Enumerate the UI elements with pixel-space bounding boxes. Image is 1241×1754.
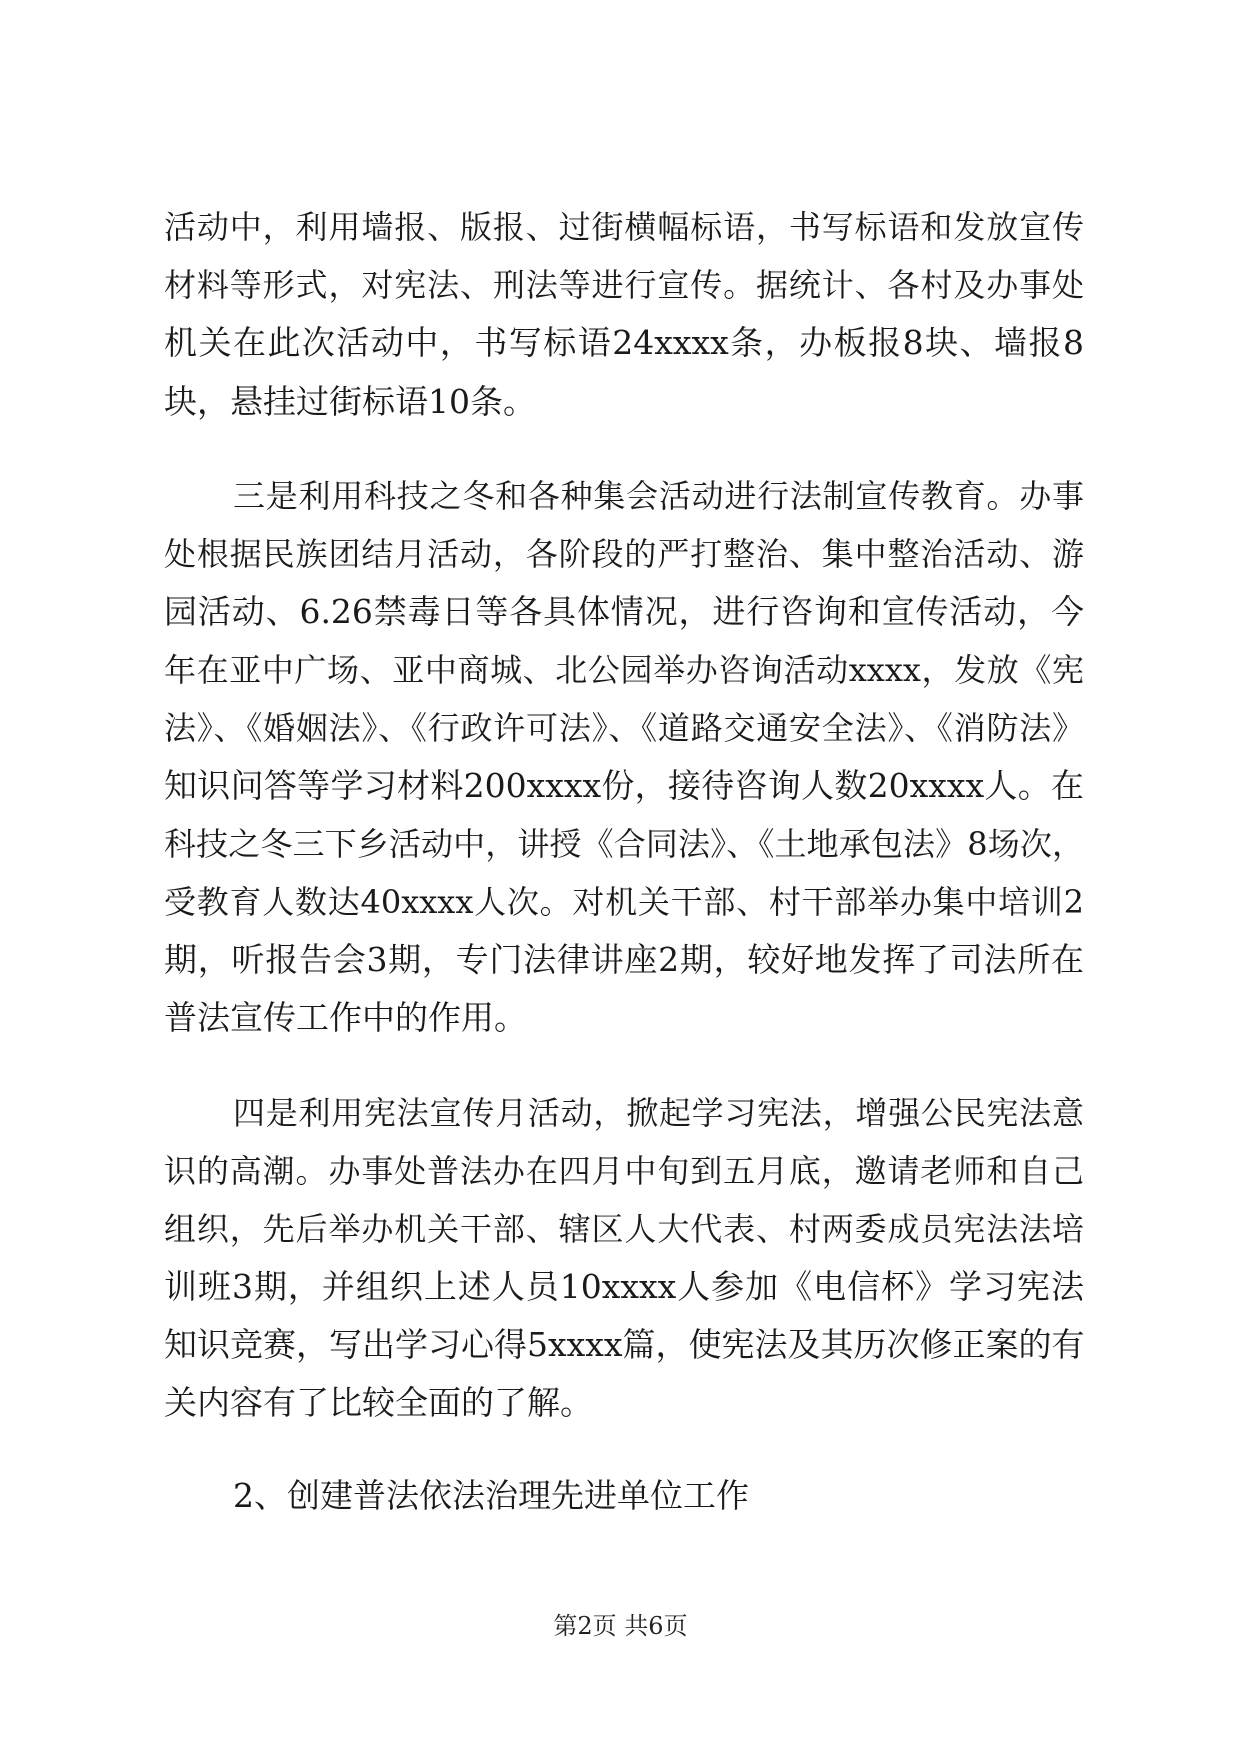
text-line: 园活动、6.26禁毒日等各具体情况，进行咨询和宣传活动，今	[164, 592, 1084, 631]
text-line: 活动中，利用墙报、版报、过街横幅标语，书写标语和发放宣传	[164, 208, 1084, 246]
text-line: 法》、《婚姻法》、《行政许可法》、《道路交通安全法》、《消防法》	[164, 709, 1084, 747]
text-line: 材料等形式，对宪法、刑法等进行宣传。据统计、各村及办事处	[164, 266, 1084, 304]
text-line: 训班3期，并组织上述人员10xxxx人参加《电信杯》学习宪法	[164, 1267, 1084, 1306]
paragraph-start-line: 三是利用科技之冬和各种集会活动进行法制宣传教育。办事	[233, 477, 1084, 515]
text-line: 块，悬挂过街标语10条。	[164, 382, 536, 421]
section-heading: 2、创建普法依法治理先进单位工作	[233, 1476, 749, 1515]
text-line: 受教育人数达40xxxx人次。对机关干部、村干部举办集中培训2	[164, 883, 1084, 921]
page-number-footer: 第2页 共6页	[553, 1612, 688, 1640]
text-line: 期，听报告会3期，专门法律讲座2期，较好地发挥了司法所在	[164, 940, 1084, 979]
text-line: 关内容有了比较全面的了解。	[164, 1383, 593, 1422]
text-line: 知识竞赛，写出学习心得5xxxx篇，使宪法及其历次修正案的有	[164, 1325, 1085, 1364]
paragraph-start-line: 四是利用宪法宣传月活动，掀起学习宪法，增强公民宪法意	[233, 1094, 1084, 1132]
text-line: 知识问答等学习材料200xxxx份，接待咨询人数20xxxx人。在	[164, 766, 1084, 805]
text-line: 年在亚中广场、亚中商城、北公园举办咨询活动xxxx，发放《宪	[164, 651, 1084, 689]
text-line: 科技之冬三下乡活动中，讲授《合同法》、《土地承包法》8场次，	[164, 825, 1084, 863]
text-line: 机关在此次活动中，书写标语24xxxx条，办板报8块、墙报8	[164, 323, 1084, 362]
text-line: 识的高潮。办事处普法办在四月中旬到五月底，邀请老师和自己	[164, 1152, 1084, 1190]
text-line: 组织，先后举办机关干部、辖区人大代表、村两委成员宪法法培	[164, 1210, 1084, 1248]
text-line: 处根据民族团结月活动，各阶段的严打整治、集中整治活动、游	[164, 535, 1084, 573]
text-line: 普法宣传工作中的作用。	[164, 998, 527, 1037]
